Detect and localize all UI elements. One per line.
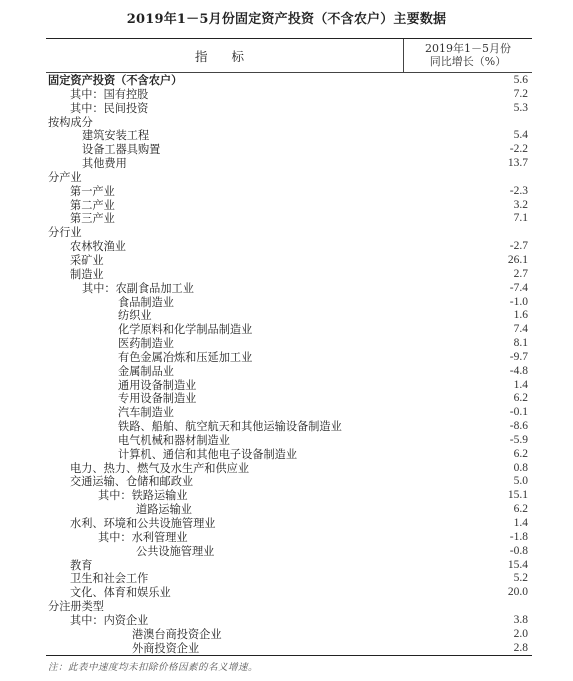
period-label: 2019年1－5月份 (425, 42, 511, 55)
table-row (46, 448, 532, 462)
table-row (46, 406, 532, 420)
table-row (46, 586, 532, 600)
row-label: 道路运输业 (136, 503, 192, 517)
row-label: 汽车制造业 (118, 406, 174, 420)
row-label: 化学原料和化学制品制造业 (118, 323, 253, 337)
row-label: 第一产业 (70, 184, 115, 198)
table-row (46, 642, 532, 657)
table-row (46, 351, 532, 365)
row-value: 3.2 (513, 198, 528, 211)
row-value: 8.1 (513, 337, 528, 350)
row-value: 5.4 (513, 129, 528, 142)
row-label: 有色金属冶炼和压延加工业 (118, 350, 253, 364)
row-label: 其中：铁路运输业 (98, 489, 188, 503)
table-row (46, 572, 532, 586)
row-value: -0.8 (509, 544, 528, 557)
row-value: -5.9 (509, 433, 528, 446)
table-row (46, 614, 532, 628)
row-value: 6.2 (513, 447, 528, 460)
row-value: 2.8 (513, 641, 528, 654)
row-value: -4.8 (509, 364, 528, 377)
row-value: 2.0 (513, 627, 528, 640)
row-value: 15.1 (507, 489, 528, 502)
row-label: 建筑安装工程 (82, 129, 150, 143)
row-label: 其中：内资企业 (70, 613, 149, 627)
row-value: 20.0 (507, 586, 528, 599)
row-value: 5.3 (513, 101, 528, 114)
table-header (46, 39, 532, 73)
growth-label: 同比增长（%） (429, 55, 507, 68)
row-label: 计算机、通信和其他电子设备制造业 (118, 447, 298, 461)
row-value: 7.4 (513, 323, 528, 336)
row-value: 6.2 (513, 503, 528, 516)
row-label: 分注册类型 (48, 600, 104, 614)
row-label: 水利、环境和公共设施管理业 (70, 517, 216, 530)
row-value: -8.6 (509, 420, 528, 433)
row-label: 公共设施管理业 (136, 544, 215, 558)
table-row (46, 296, 532, 310)
table-row (46, 129, 532, 143)
table-row (46, 226, 532, 240)
row-value: 5.6 (513, 74, 528, 86)
row-value: 26.1 (507, 253, 528, 266)
table-row (46, 628, 532, 642)
table-row (46, 199, 532, 213)
table-row (46, 171, 532, 185)
row-value: 6.2 (513, 392, 528, 405)
table-row (46, 74, 532, 88)
table-row (46, 116, 532, 130)
row-label: 教育 (70, 558, 93, 572)
row-label: 外商投资企业 (132, 641, 200, 655)
row-label: 分产业 (48, 170, 82, 184)
row-value: 3.8 (513, 613, 528, 626)
row-value: 1.4 (513, 517, 528, 529)
table-row (46, 559, 532, 573)
table-row (46, 337, 532, 351)
row-value: 1.4 (513, 378, 528, 391)
table-title: 2019年1－5月份固定资产投资（不含农户）主要数据 (126, 12, 447, 27)
row-label: 其中：国有控股 (70, 87, 149, 101)
table-row (46, 268, 532, 282)
table-row (46, 282, 532, 296)
table-row (46, 240, 532, 254)
row-value: 2.7 (513, 267, 528, 280)
table-row (46, 475, 532, 489)
table-row (46, 323, 532, 337)
row-label: 采矿业 (70, 253, 104, 267)
row-label: 医药制造业 (118, 337, 174, 351)
table-body (46, 73, 532, 656)
row-label: 港澳台商投资企业 (132, 627, 222, 641)
row-label: 其中：民间投资 (70, 101, 149, 115)
table-row (46, 212, 532, 226)
table-row (46, 462, 532, 476)
table-row (46, 503, 532, 517)
row-label: 农林牧渔业 (70, 240, 126, 254)
row-value: -1.0 (509, 295, 528, 308)
row-value: 7.2 (513, 87, 528, 100)
row-label: 制造业 (70, 267, 104, 281)
table-row (46, 102, 532, 116)
row-value: 7.1 (513, 212, 528, 225)
row-label: 食品制造业 (118, 295, 174, 309)
indicator-column-header: 指 标 (46, 39, 404, 72)
row-value: 15.4 (507, 558, 528, 571)
row-label: 电力、热力、燃气及水生产和供应业 (70, 461, 250, 475)
table-row (46, 254, 532, 268)
row-value: -0.1 (509, 406, 528, 419)
table-row (46, 531, 532, 545)
row-label: 纺织业 (118, 309, 152, 323)
growth-column-header (404, 42, 532, 68)
row-label: 设备工器具购置 (82, 143, 161, 157)
table-row (46, 88, 532, 102)
row-label: 按构成分 (48, 115, 93, 129)
row-value: 1.6 (513, 309, 528, 322)
row-label: 电气机械和器材制造业 (118, 433, 230, 447)
row-label: 卫生和社会工作 (70, 572, 149, 586)
row-value: -9.7 (509, 350, 528, 363)
data-table (46, 38, 532, 656)
row-value: -7.4 (509, 281, 528, 294)
row-label: 第三产业 (70, 212, 115, 226)
row-label: 其中：农副食品加工业 (82, 281, 194, 295)
row-value: 0.8 (513, 461, 528, 474)
row-label: 金属制品业 (118, 364, 174, 378)
row-value: 5.0 (513, 475, 528, 488)
row-value: 5.2 (513, 572, 528, 585)
row-label: 固定资产投资（不含农户） (48, 73, 183, 87)
row-value: -1.8 (509, 530, 528, 543)
table-row (46, 489, 532, 503)
table-row (46, 143, 532, 157)
row-label: 通用设备制造业 (118, 378, 197, 392)
table-row (46, 379, 532, 393)
row-label: 文化、体育和娱乐业 (70, 586, 171, 600)
row-label: 铁路、船舶、航空航天和其他运输设备制造业 (118, 420, 342, 434)
table-row (46, 309, 532, 323)
row-value: -2.3 (509, 184, 528, 197)
table-row (46, 517, 532, 531)
table-row (46, 434, 532, 448)
row-label: 专用设备制造业 (118, 392, 197, 406)
table-row (46, 600, 532, 614)
row-value: 13.7 (507, 157, 528, 170)
footnote: 注：此表中速度均未扣除价格因素的名义增速。 (48, 662, 259, 673)
table-row (46, 545, 532, 559)
row-value: -2.2 (509, 143, 528, 156)
row-label: 分行业 (48, 226, 82, 240)
row-value: -2.7 (509, 240, 528, 253)
row-label: 其他费用 (82, 157, 127, 171)
table-row (46, 157, 532, 171)
table-row (46, 420, 532, 434)
table-row (46, 392, 532, 406)
row-label: 第二产业 (70, 198, 115, 212)
table-row (46, 185, 532, 199)
row-label: 其中：水利管理业 (98, 530, 188, 544)
table-row (46, 365, 532, 379)
row-label: 交通运输、仓储和邮政业 (70, 475, 194, 489)
